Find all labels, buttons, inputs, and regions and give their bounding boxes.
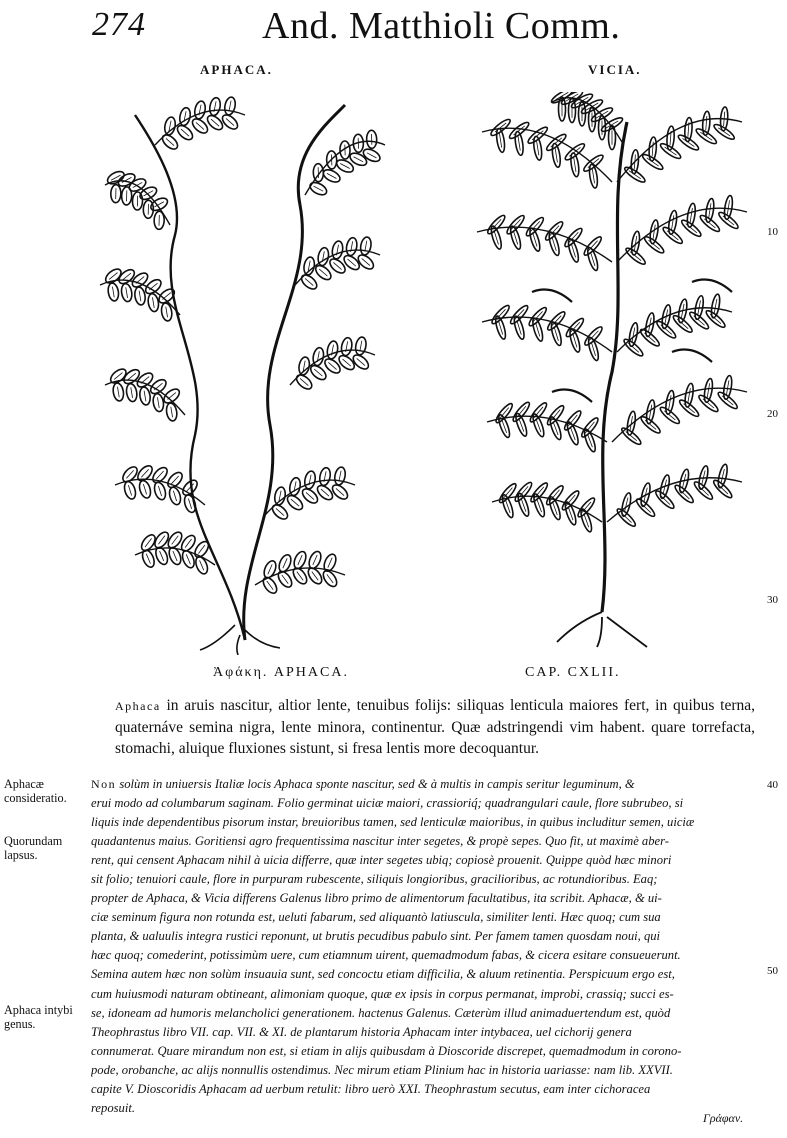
running-head: And. Matthioli Comm. — [262, 5, 621, 47]
intro-lead-word: Aphaca — [115, 699, 161, 713]
seed-pod — [532, 290, 572, 302]
roots — [200, 625, 280, 655]
commentary-line: quadantenus maius. Goritiensi agro frequentissima nascitur inter segetes, & propè sepes. Quo fit, ut maximè aber- — [91, 834, 669, 849]
plate-caption-aphaca: Ἀφάκη. APHACA. — [213, 665, 349, 680]
line-marker: 30 — [767, 594, 778, 606]
seed-pod — [692, 280, 732, 292]
main-stem — [135, 115, 245, 640]
commentary-line: rent, qui censent Aphacam nihil à uicia differre, quæ inter segetes ubiq; copiosè prouenit. Quippe quòd hæc minori — [91, 853, 672, 868]
frond-stem — [482, 128, 612, 182]
seed-pod — [552, 390, 592, 402]
seed-pod — [672, 350, 712, 362]
line-marker: 10 — [767, 226, 778, 238]
commentary-text — [91, 775, 757, 1118]
commentary-line: ciæ seminum figura non rotunda est, ueluti fabarum, sed aliquantò latiuscula, similiter lenti. Hæc quoq; cum sua — [91, 910, 661, 925]
commentary-line: pode, orobanche, ac alijs nonnullis ostendimus. Nec mirum etiam Plinium hac in historia uariasse: nam lib. XXVII. — [91, 1062, 673, 1077]
commentary-line: Semina autem hæc non solùm insuauia sunt, sed concoctu etiam difficilia, & aluum retinentia. Perspicuum ergo est, — [91, 967, 675, 982]
side-note-lapsus: Quorundam lapsus. — [4, 834, 63, 862]
frond-stem — [290, 350, 375, 385]
frond-stem — [155, 110, 245, 145]
commentary-line: cum huiusmodi naturam obtineant, alimoniam quoque, quæ ex ipsis in corpus permanat, improbi, crassiq; succi es- — [91, 986, 674, 1001]
commentary-line: erui modo ad columbarum saginam. Folio germinat uiciæ maiori, crassioriq́; quadrangulari caule, flore subrubeo, si — [91, 796, 684, 811]
commentary-line: se, idoneam ad humoris melancholici generationem. hactenus Galenus. Cæterùm illud animaduertendum est, quòd — [91, 1005, 671, 1020]
commentary-line: propter de Aphaca, & Vicia differens Galenus libro primo de alimentorum facultatibus, ita scribit. Aphacæ, & ui- — [91, 891, 662, 906]
commentary-line: hæc quoq; comederint, potissimùm uere, cum etiamnum uirent, quemadmodum fabas, & cicera esitare consueuerunt. — [91, 948, 681, 963]
roots — [557, 612, 647, 647]
line-marker: 40 — [767, 779, 778, 791]
line-marker: 20 — [767, 408, 778, 420]
commentary-lead-word: Non — [91, 777, 117, 791]
intro-body: in aruis nascitur, altior lente, tenuibus folijs: siliquas lenticula maiores fert, in quibus terna, quaternáve semina nigra, lente minora, continentur. Quæ adstringendi vim habent. quare torrefacta, stomachi, aluique fluxiones sistunt, si fresa lentis more decoquantur. — [115, 697, 755, 757]
chapter-heading: CAP. CXLII. — [525, 665, 621, 680]
side-note-consideratio: Aphacæ consideratio. — [4, 777, 67, 805]
commentary-line: sit folio; tenuiori caule, flore in purpuram rubescente, siliquis longioribus, gracilioribus, ac rotundioribus. Eaq; — [91, 872, 658, 887]
line-marker: 50 — [767, 965, 778, 977]
commentary-line: liquis inde dependentibus pisorum instar, breuioribus tamen, sed lenticulæ maioribus, in quibus includitur semen, uiciæ — [91, 815, 695, 830]
main-stem — [602, 122, 627, 612]
commentary-line: capite V. Dioscoridis Aphacam ad uerbum retulit: libro uerò XXI. Theophrastum secutus, eam inter cichoracea — [91, 1081, 651, 1096]
commentary-line: Theophrastus libro VII. cap. VII. & XI. de plantarum historia Aphacam inter intybacea, uel cichorij genera — [91, 1024, 632, 1039]
side-note-intybi: Aphaca intybi genus. — [4, 1003, 73, 1031]
catchword: Γράφαν. — [703, 1111, 744, 1125]
page-number: 274 — [92, 6, 146, 43]
aphaca-woodcut-illustration — [95, 85, 395, 655]
plate-title-aphaca: APHACA. — [200, 62, 273, 77]
frond-stem — [265, 480, 355, 515]
commentary-line: Non solùm in uniuersis Italiæ locis Aphaca sponte nascitur, sed & à multis in campis seritur leguminum, & — [91, 777, 635, 791]
plate-title-vicia: VICIA. — [588, 62, 642, 77]
commentary-line: reposuit. — [91, 1100, 135, 1115]
dioscorides-text — [115, 695, 755, 759]
vicia-woodcut-illustration — [462, 92, 762, 652]
commentary-line: connumerat. Quare mirandum non est, si etiam in alijs quibusdam à Dioscoride discrepet, quemadmodum in corono- — [91, 1043, 682, 1058]
commentary-line: planta, & ualuulis integra rustici reponunt, ut brutis pecudibus pabulo sint. Per famem tamen quosdam noui, qui — [91, 929, 661, 944]
frond-stem — [295, 250, 380, 285]
